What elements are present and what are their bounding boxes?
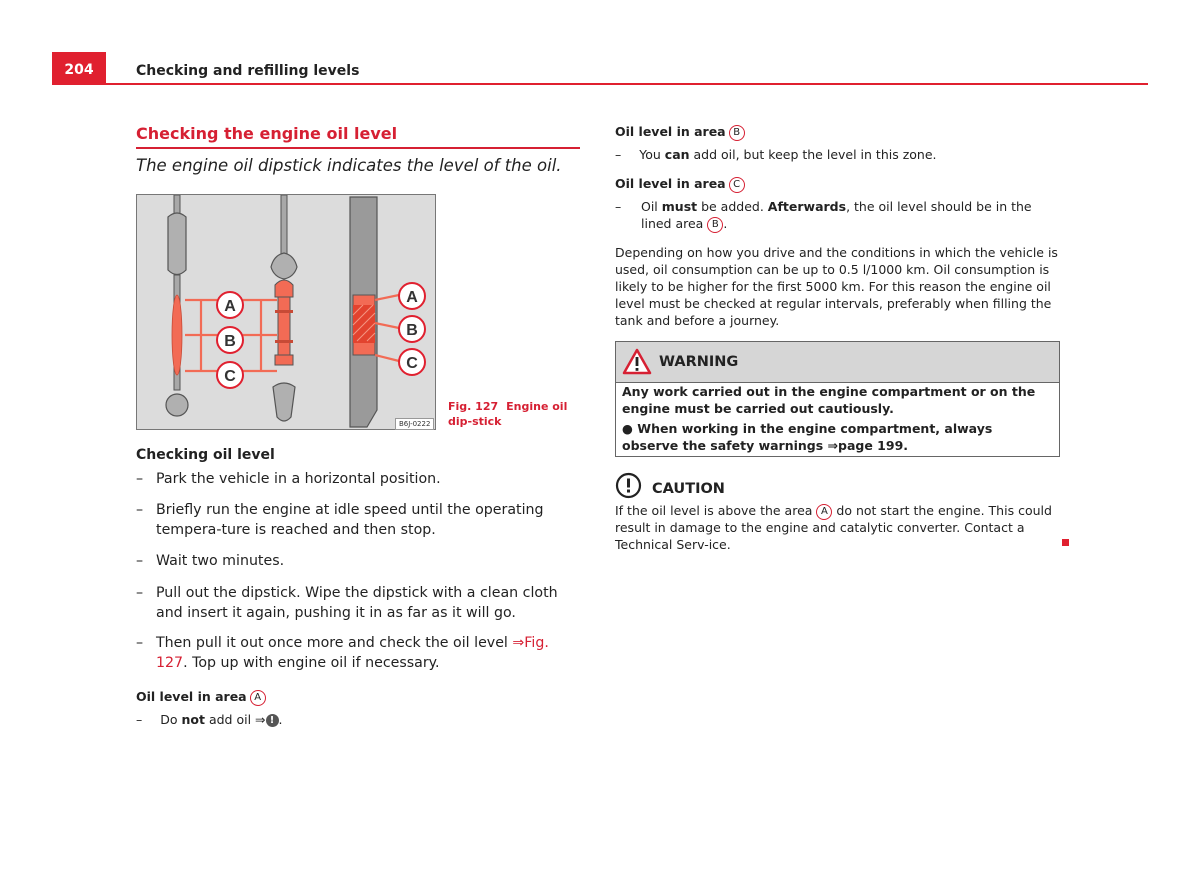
area-b-text: – You can add oil, but keep the level in this zone. [615, 147, 937, 162]
chapter-title: Checking and refilling levels [136, 63, 360, 79]
dipstick-illustration [137, 195, 435, 429]
warning-line-2: ● When working in the engine compartment, always observe the safety warnings ⇒page 199. [622, 421, 993, 453]
dipstick-figure [136, 194, 436, 430]
step-item: – Then pull it out once more and check the oil level ⇒Fig. 127. Top up with engine oil if necessary. [136, 635, 549, 671]
figure-label-b-2: B [406, 322, 418, 339]
figure-caption-text: Engine oil dip-stick [448, 400, 568, 428]
area-b-letter: B [729, 125, 745, 141]
header-divider [106, 83, 1148, 85]
area-a-text: – Do not add oil ⇒ ! . [136, 712, 283, 727]
step-item: – Briefly run the engine at idle speed until the operating tempera-ture is reached and then stop. [136, 502, 544, 538]
checking-heading: Checking oil level [136, 447, 275, 463]
page-number: 204 [64, 62, 94, 78]
caution-ref-icon[interactable]: ! [266, 714, 279, 727]
warning-box [615, 341, 1060, 457]
area-c-heading: Oil level in area C [615, 176, 745, 193]
section-title: Checking the engine oil level [136, 124, 398, 143]
figure-label-c: C [224, 368, 236, 385]
figure-label-b: B [224, 333, 236, 350]
caution-circle-icon [615, 472, 642, 499]
caution-text: If the oil level is above the area A do not start the engine. This could result in damage to the engine and catalytic converter. Contact a Technical Serv-ice. [615, 503, 1052, 552]
area-c-ref-letter: B [707, 217, 723, 233]
caution-title: CAUTION [652, 481, 725, 497]
consumption-paragraph: Depending on how you drive and the conditions in which the vehicle is used, oil consumption can be up to 0.5 l/1000 km. Oil consumption is likely to be higher for the first 5000 km. For this reason the engine oil level must be checked at regular intervals, preferably when filling the tank and before a journey. [615, 245, 1058, 328]
area-c-letter: C [729, 177, 745, 193]
figure-label-c-2: C [406, 355, 418, 372]
area-a-heading: Oil level in area A [136, 689, 266, 706]
step-item: – Pull out the dipstick. Wipe the dipstick with a clean cloth and insert it again, pushing it in as far as it will go. [136, 585, 558, 621]
figure-caption [448, 399, 578, 429]
figure-code: B6J-0222 [395, 418, 434, 430]
caution-area-letter: A [816, 504, 832, 520]
area-a-letter: A [250, 690, 266, 706]
step-item: – Wait two minutes. [136, 553, 285, 569]
end-of-section-icon [1062, 539, 1069, 546]
warning-title: WARNING [659, 354, 739, 370]
figure-label-a-2: A [406, 289, 418, 306]
warning-line-1: Any work carried out in the engine compartment or on the engine must be carried out cautiously. [622, 384, 1036, 416]
figure-link[interactable]: ⇒Fig. 127 [156, 635, 549, 671]
warning-triangle-icon [622, 348, 652, 375]
section-divider [136, 147, 580, 149]
figure-caption-number: Fig. 127 [448, 400, 499, 413]
area-c-text: – Oil must be added. Afterwards, the oil level should be in the lined area B . [615, 199, 1032, 231]
figure-label-a: A [224, 298, 236, 315]
warning-body [622, 384, 1052, 454]
step-item: – Park the vehicle in a horizontal position. [136, 471, 441, 487]
section-intro: The engine oil dipstick indicates the level of the oil. [136, 156, 562, 175]
warning-header [616, 342, 1059, 383]
area-b-heading: Oil level in area B [615, 124, 745, 141]
